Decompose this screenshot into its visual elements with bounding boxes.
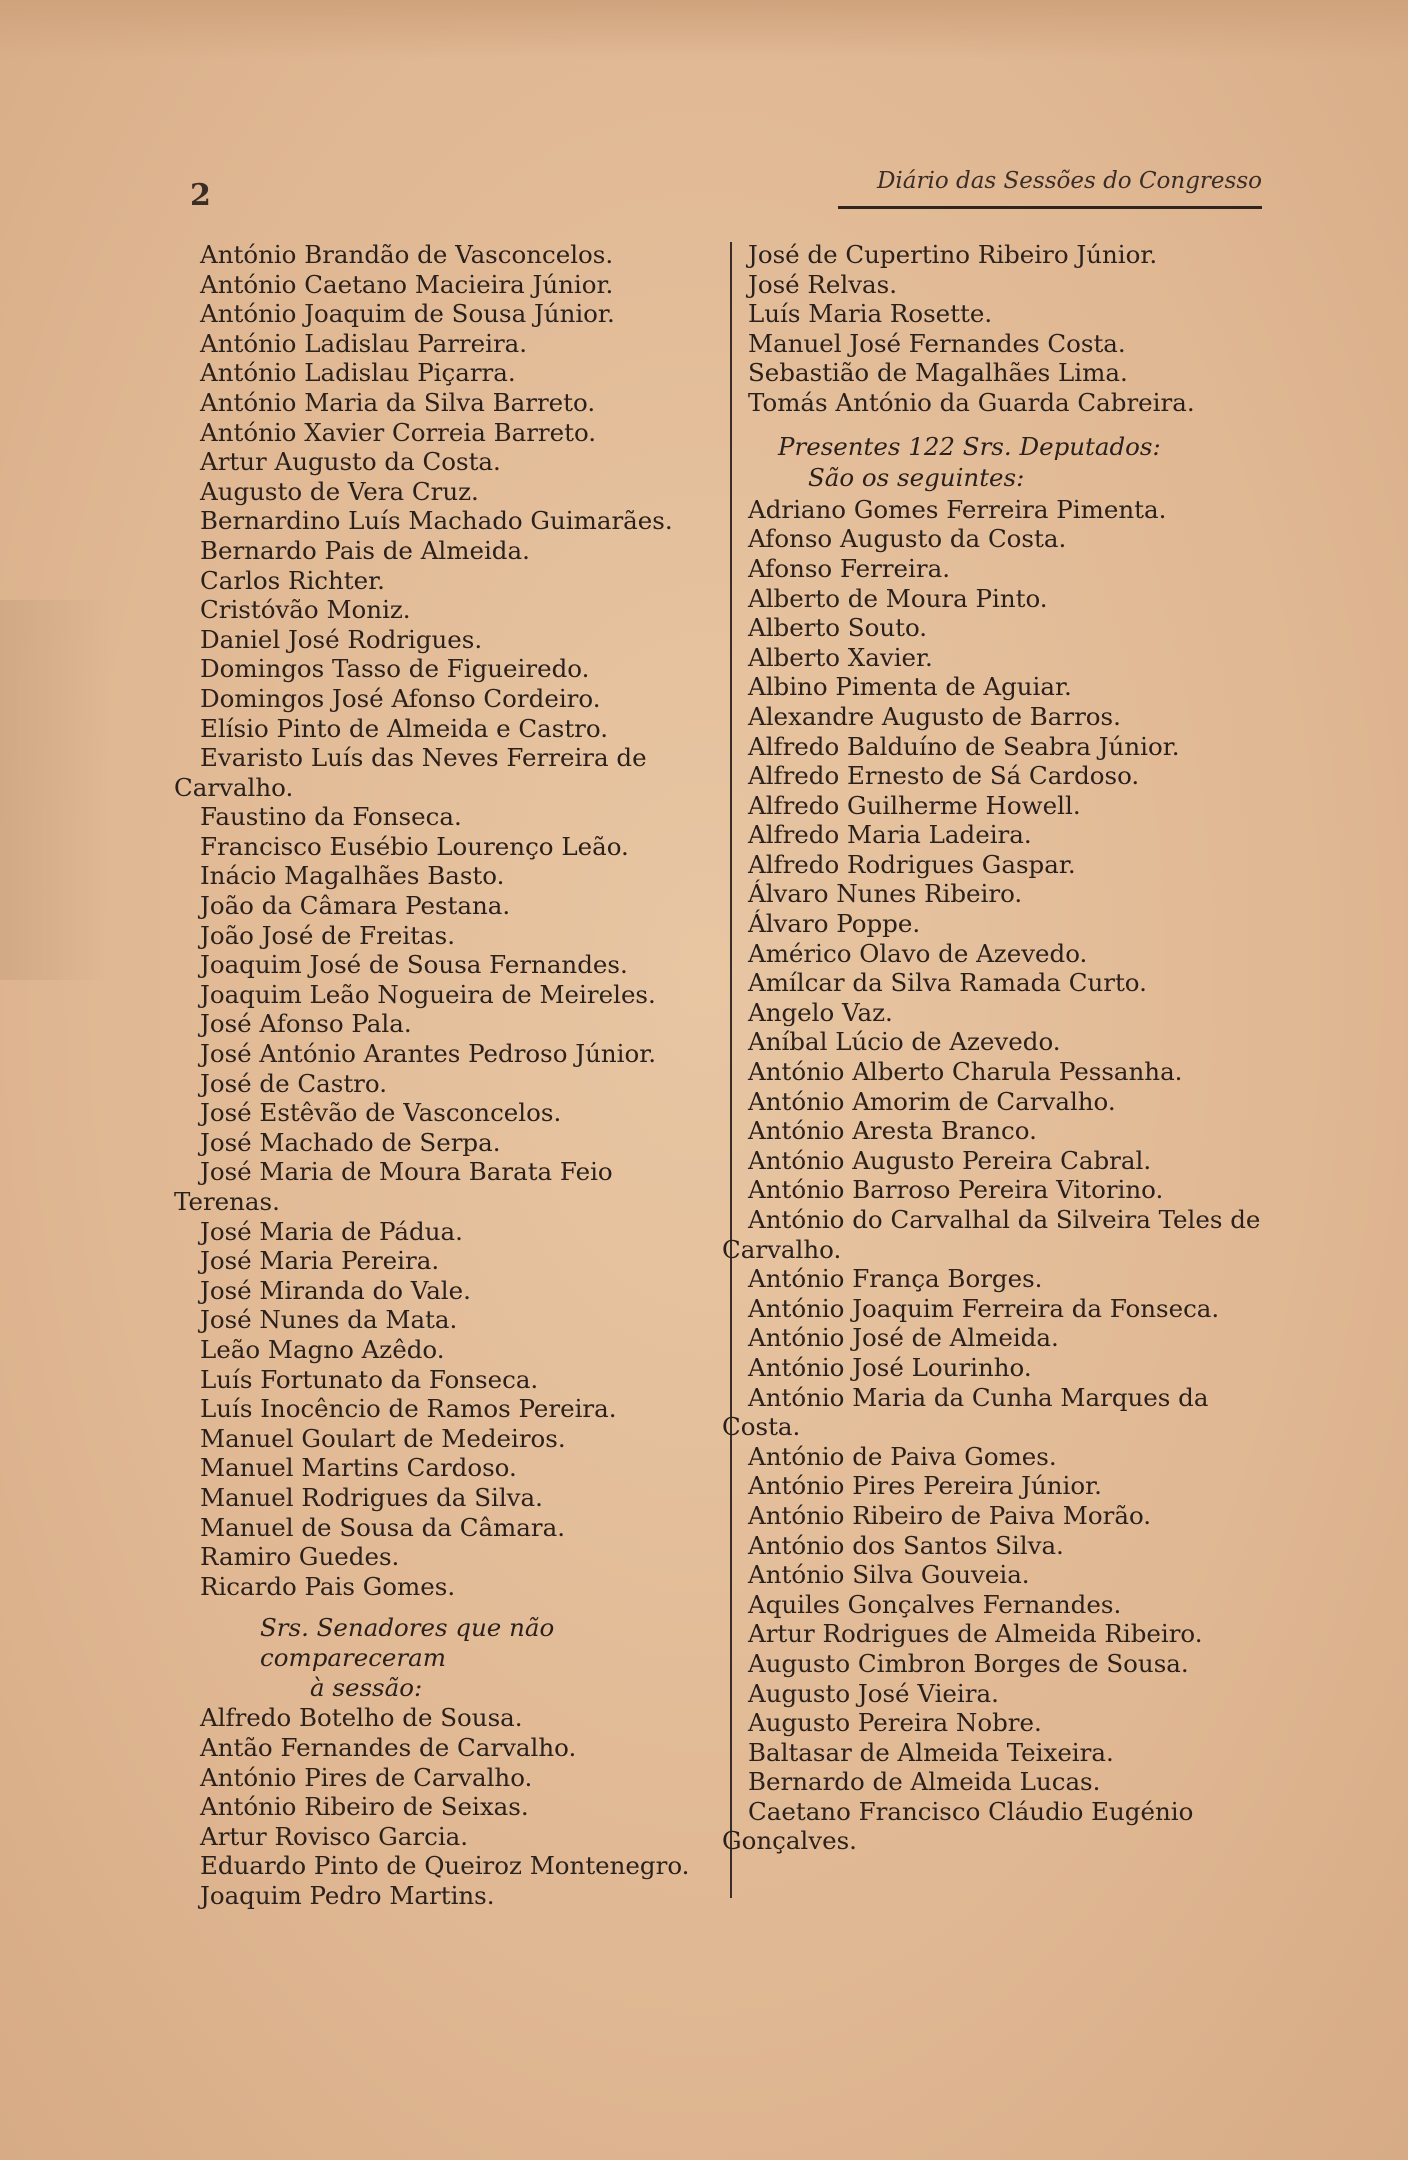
name-entry: Caetano Francisco Cláudio Eugénio Gonçalves.: [722, 1796, 1194, 1856]
name-entry: António Pires Pereira Júnior.: [748, 1471, 1102, 1501]
deputy-list: [722, 494, 1274, 1856]
name-entry: Leão Magno Azêdo.: [200, 1334, 445, 1364]
name-entry: Afonso Augusto da Costa.: [748, 524, 1067, 554]
name-entry: Afonso Ferreira.: [748, 553, 950, 583]
name-entry: Sebastião de Magalhães Lima.: [748, 358, 1128, 388]
name-entry: Elísio Pinto de Almeida e Castro.: [200, 713, 609, 743]
name-entry: Augusto de Vera Cruz.: [200, 476, 479, 506]
name-entry: António Silva Gouveia.: [748, 1560, 1030, 1590]
name-entry: Evaristo Luís das Neves Ferreira de Carvalho.: [174, 743, 647, 802]
senator-list-continued: [748, 240, 1274, 418]
name-entry: José Relvas.: [748, 269, 898, 299]
name-entry: António Alberto Charula Pessanha.: [748, 1057, 1183, 1087]
name-entry: José Estêvão de Vasconcelos.: [200, 1098, 562, 1128]
name-entry: Alfredo Balduíno de Seabra Júnior.: [748, 731, 1180, 761]
name-entry: José de Cupertino Ribeiro Júnior.: [748, 240, 1158, 269]
name-entry: António Ribeiro de Paiva Morão.: [748, 1500, 1152, 1530]
name-entry: Ramiro Guedes.: [200, 1542, 400, 1572]
header-rule: [838, 206, 1262, 209]
name-entry: Luís Inocêncio de Ramos Pereira.: [200, 1394, 617, 1424]
name-entry: Aníbal Lúcio de Azevedo.: [748, 1027, 1061, 1057]
name-entry: Álvaro Nunes Ribeiro.: [748, 879, 1023, 909]
name-entry: João José de Freitas.: [200, 920, 455, 950]
name-entry: Alberto de Moura Pinto.: [748, 583, 1048, 613]
name-entry: António José de Almeida.: [748, 1323, 1059, 1353]
name-entry: José António Arantes Pedroso Júnior.: [200, 1039, 657, 1069]
name-entry: Bernardino Luís Machado Guimarães.: [200, 506, 673, 536]
name-entry: Américo Olavo de Azevedo.: [748, 938, 1088, 968]
name-entry: Antão Fernandes de Carvalho.: [200, 1732, 577, 1762]
name-entry: Eduardo Pinto de Queiroz Montenegro.: [200, 1851, 690, 1881]
senator-list: [174, 240, 720, 1601]
right-column: [722, 240, 1274, 1856]
name-entry: Alfredo Ernesto de Sá Cardoso.: [748, 761, 1140, 791]
running-title: Diário das Sessões do Congresso: [876, 168, 1262, 194]
name-entry: Aquiles Gonçalves Fernandes.: [748, 1589, 1122, 1619]
name-entry: António Maria da Silva Barreto.: [200, 387, 596, 417]
name-entry: José Maria de Pádua.: [200, 1216, 463, 1246]
name-entry: Joaquim José de Sousa Fernandes.: [200, 950, 628, 980]
name-entry: Augusto José Vieira.: [748, 1678, 999, 1708]
name-entry: José Nunes da Mata.: [200, 1305, 458, 1335]
name-entry: João da Câmara Pestana.: [200, 891, 511, 921]
name-entry: Luís Maria Rosette.: [748, 299, 993, 329]
name-entry: José Maria de Moura Barata Feio Terenas.: [174, 1157, 613, 1216]
name-entry: Domingos Tasso de Figueiredo.: [200, 654, 590, 684]
name-entry: António Ladislau Parreira.: [200, 328, 528, 358]
name-entry: Baltasar de Almeida Teixeira.: [748, 1737, 1114, 1767]
name-entry: Francisco Eusébio Lourenço Leão.: [200, 831, 629, 861]
name-entry: Joaquim Leão Nogueira de Meireles.: [200, 979, 656, 1009]
name-entry: José de Castro.: [200, 1068, 387, 1098]
name-entry: Alfredo Botelho de Sousa.: [200, 1703, 523, 1733]
absent-heading-line1: Srs. Senadores que não compareceram: [260, 1613, 555, 1673]
name-entry: Alfredo Guilherme Howell.: [748, 790, 1081, 820]
name-entry: António dos Santos Silva.: [748, 1530, 1064, 1560]
name-entry: Bernardo Pais de Almeida.: [200, 535, 530, 565]
name-entry: Joaquim Pedro Martins.: [200, 1880, 495, 1910]
paper-stain-left: [0, 600, 110, 980]
name-entry: António Maria da Cunha Marques da Costa.: [722, 1382, 1209, 1442]
name-entry: Manuel José Fernandes Costa.: [748, 328, 1126, 358]
name-entry: Artur Rovisco Garcia.: [200, 1821, 469, 1851]
name-entry: Alberto Xavier.: [748, 642, 933, 672]
name-entry: Daniel José Rodrigues.: [200, 624, 483, 654]
absent-heading-line2: à sessão:: [310, 1673, 423, 1703]
name-entry: Ricardo Pais Gomes.: [200, 1571, 456, 1601]
name-entry: Alfredo Rodrigues Gaspar.: [748, 849, 1076, 879]
name-entry: António Aresta Branco.: [748, 1116, 1037, 1146]
name-entry: António França Borges.: [748, 1264, 1043, 1294]
name-entry: José Maria Pereira.: [200, 1246, 440, 1276]
name-entry: António José Lourinho.: [748, 1352, 1032, 1382]
name-entry: António do Carvalhal da Silveira Teles de Carvalho.: [722, 1205, 1261, 1264]
name-entry: Bernardo de Almeida Lucas.: [748, 1767, 1101, 1797]
name-entry: Augusto Cimbron Borges de Sousa.: [748, 1648, 1189, 1678]
name-entry: António Ribeiro de Seixas.: [200, 1792, 529, 1822]
name-entry: António Joaquim Ferreira da Fonseca.: [748, 1293, 1220, 1323]
name-entry: Angelo Vaz.: [748, 997, 893, 1027]
name-entry: José Machado de Serpa.: [200, 1127, 501, 1157]
name-entry: Manuel Goulart de Medeiros.: [200, 1423, 566, 1453]
name-entry: Alfredo Maria Ladeira.: [748, 820, 1032, 850]
name-entry: Cristóvão Moniz.: [200, 595, 411, 625]
name-entry: António de Paiva Gomes.: [748, 1441, 1057, 1471]
name-entry: Manuel Rodrigues da Silva.: [200, 1482, 543, 1512]
name-entry: José Miranda do Vale.: [200, 1275, 471, 1305]
name-entry: Álvaro Poppe.: [748, 909, 921, 939]
name-entry: António Augusto Pereira Cabral.: [748, 1145, 1152, 1175]
name-entry: António Xavier Correia Barreto.: [200, 417, 597, 447]
name-entry: António Caetano Macieira Júnior.: [200, 269, 614, 299]
name-entry: Artur Rodrigues de Almeida Ribeiro.: [748, 1619, 1203, 1649]
name-entry: Manuel de Sousa da Câmara.: [200, 1512, 565, 1542]
absent-senators-heading: [200, 1613, 720, 1703]
name-entry: Albino Pimenta de Aguiar.: [748, 672, 1072, 702]
name-entry: António Pires de Carvalho.: [200, 1762, 533, 1792]
name-entry: António Amorim de Carvalho.: [748, 1086, 1116, 1116]
name-entry: Amílcar da Silva Ramada Curto.: [748, 968, 1147, 998]
name-entry: Inácio Magalhães Basto.: [200, 861, 505, 891]
name-entry: Artur Augusto da Costa.: [200, 447, 501, 477]
name-entry: António Ladislau Piçarra.: [200, 358, 516, 388]
left-column: [174, 240, 720, 1910]
name-entry: António Joaquim de Sousa Júnior.: [200, 299, 615, 329]
following-heading: São os seguintes:: [808, 463, 1025, 493]
name-entry: Augusto Pereira Nobre.: [748, 1708, 1042, 1738]
name-entry: Adriano Gomes Ferreira Pimenta.: [748, 494, 1167, 524]
paper-stain-top: [0, 0, 1408, 60]
name-entry: Alexandre Augusto de Barros.: [748, 701, 1121, 731]
name-entry: Alberto Souto.: [748, 613, 928, 643]
absent-senator-list: [200, 1703, 720, 1910]
present-deputies-heading: Presentes 122 Srs. Deputados:: [778, 431, 1161, 461]
page-number: 2: [190, 178, 211, 213]
name-entry: Faustino da Fonseca.: [200, 802, 462, 832]
name-entry: José Afonso Pala.: [200, 1009, 412, 1039]
name-entry: Carlos Richter.: [200, 565, 385, 595]
name-entry: Tomás António da Guarda Cabreira.: [748, 387, 1195, 417]
name-entry: António Barroso Pereira Vitorino.: [748, 1175, 1164, 1205]
name-entry: António Brandão de Vasconcelos.: [200, 240, 614, 269]
name-entry: Luís Fortunato da Fonseca.: [200, 1364, 539, 1394]
name-entry: Domingos José Afonso Cordeiro.: [200, 683, 601, 713]
name-entry: Manuel Martins Cardoso.: [200, 1453, 517, 1483]
